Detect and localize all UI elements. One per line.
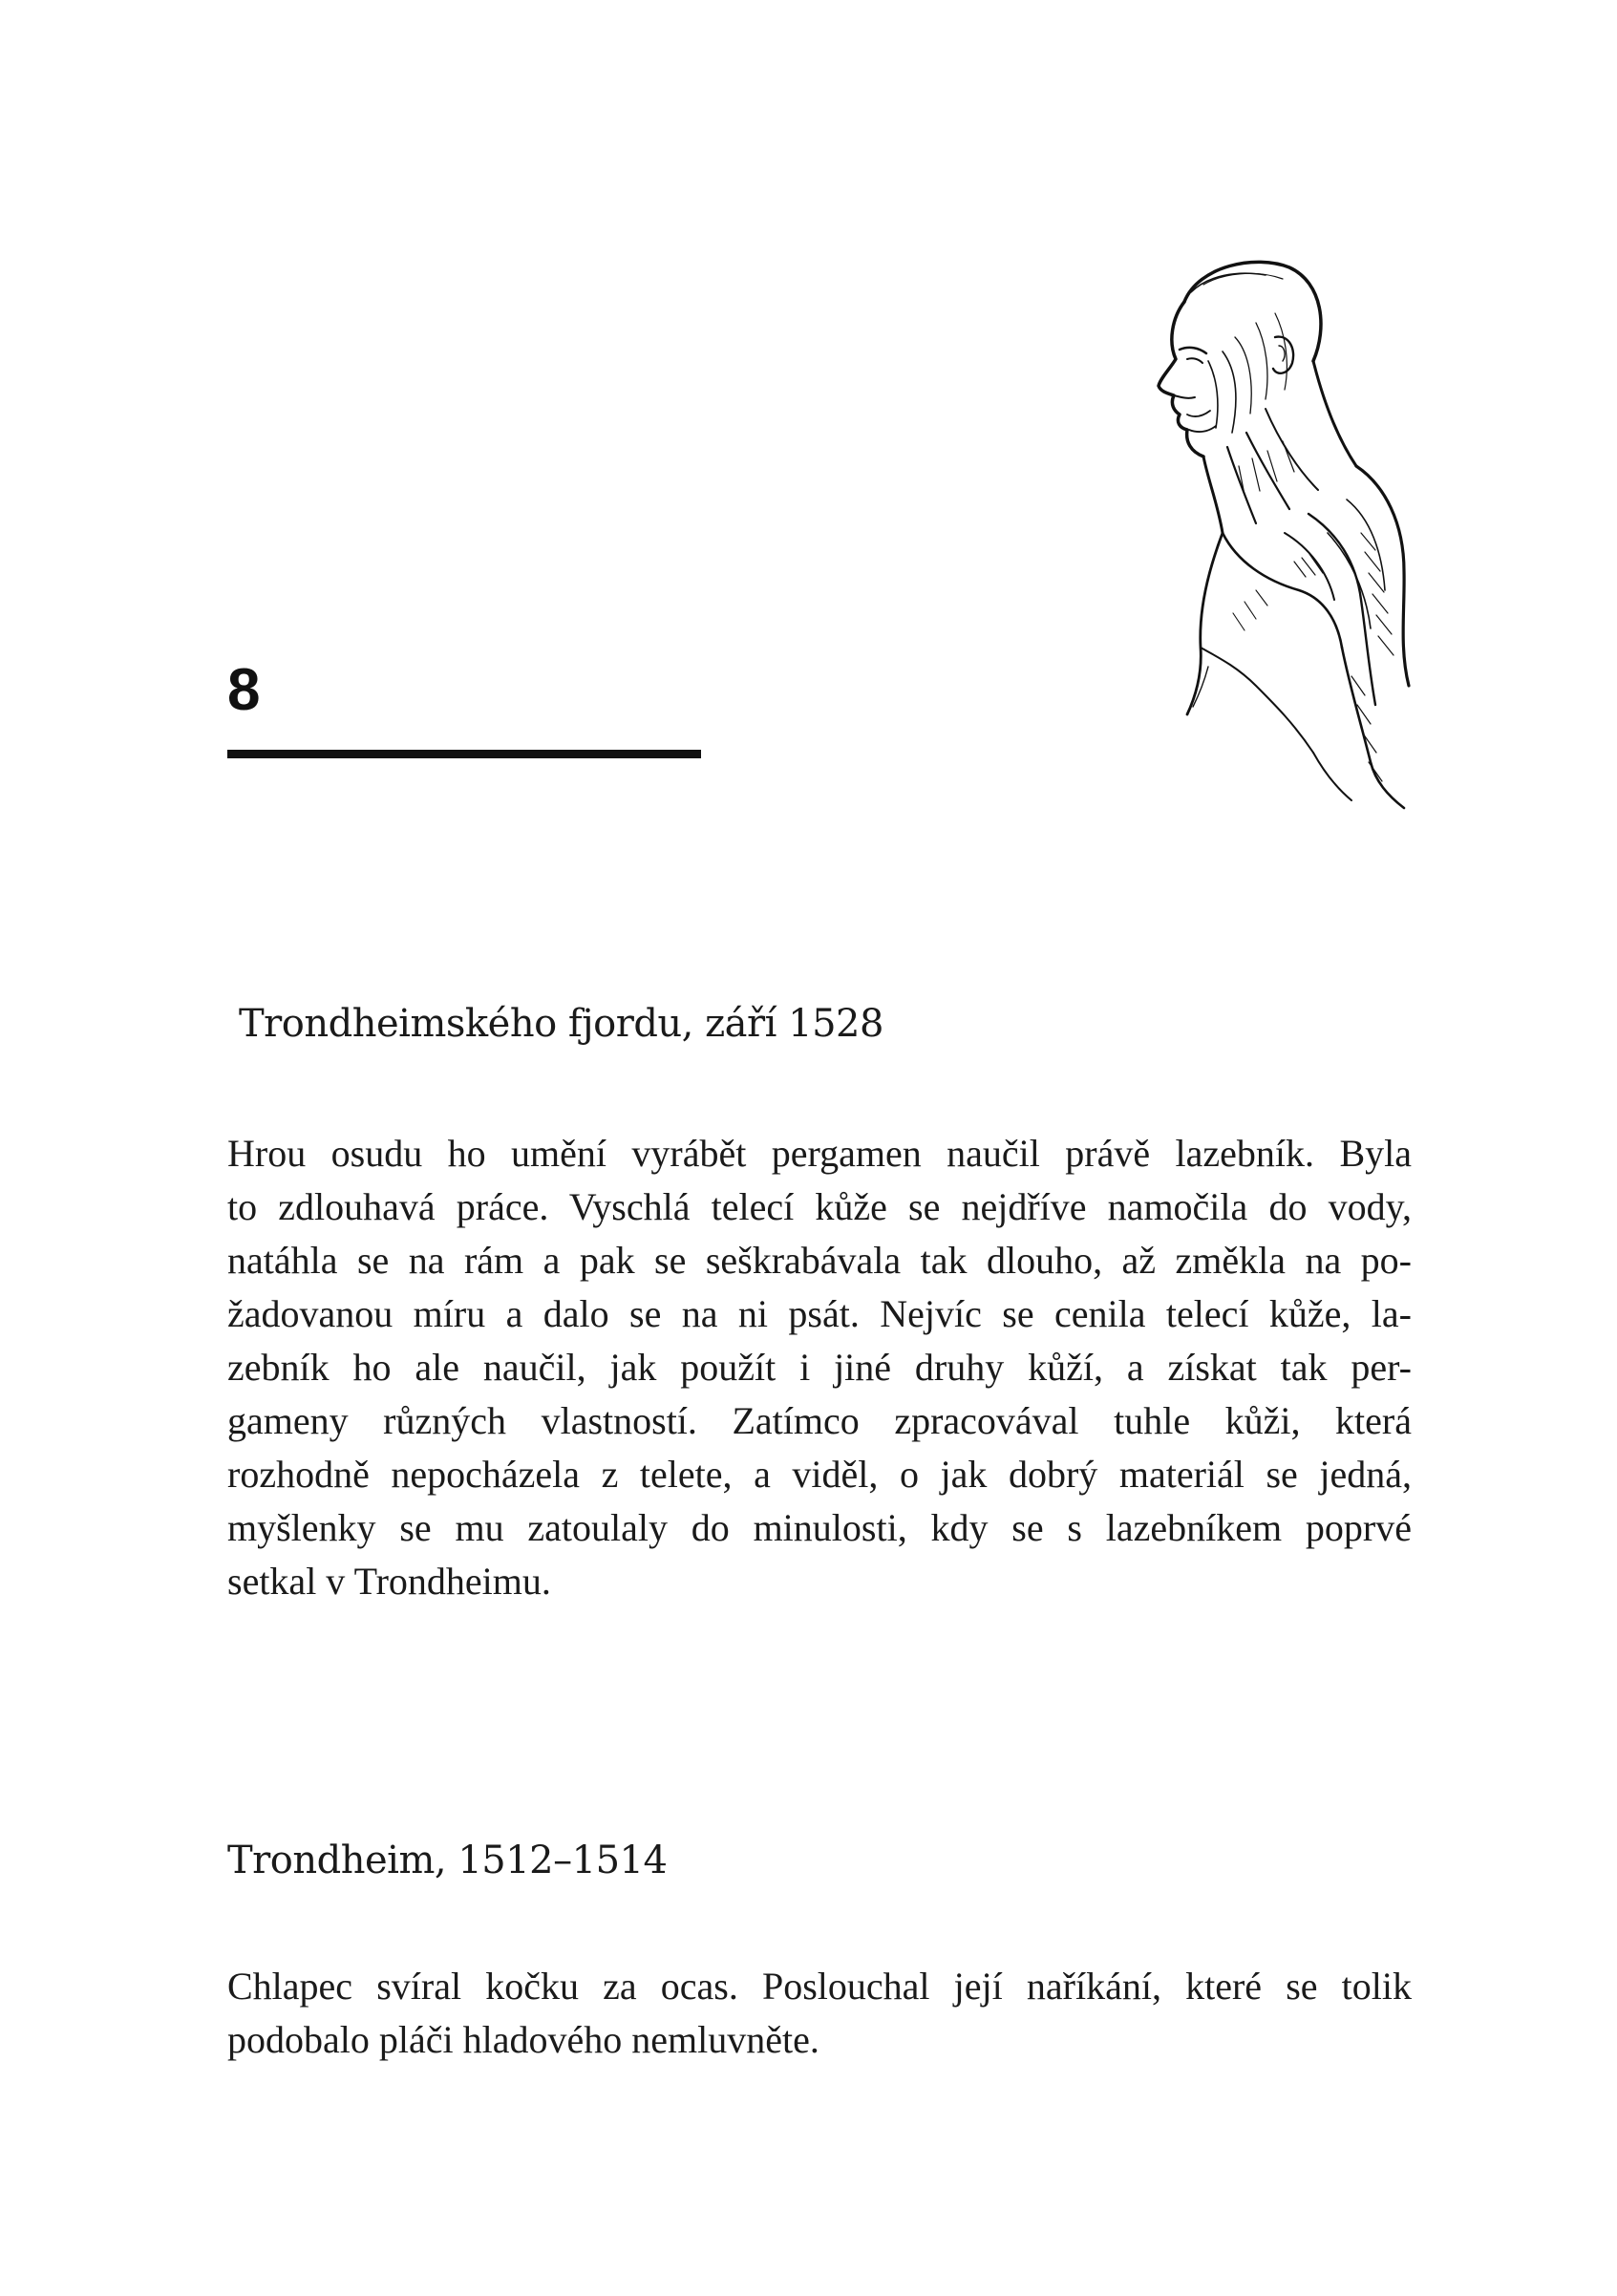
paragraph-line: myšlenky se mu zatoulaly do minulosti, kdy se s lazebníkem poprvé [227,1506,1412,1549]
section-paragraph-second [227,1960,1412,2067]
chapter-number: 8 [227,657,261,723]
paragraph-line: setkal v Trondheimu. [227,1560,551,1603]
paragraph-line: rozhodně nepocházela z telete, a viděl, o jak dobrý materiál se jedná, [227,1453,1412,1496]
paragraph-line: žadovanou míru a dalo se na ni psát. Nejvíc se cenila telecí kůže, la- [227,1292,1412,1335]
anatomical-bust-illustration-icon [1132,246,1418,810]
paragraph-line: zebník ho ale naučil, jak použít i jiné druhy kůží, a získat tak per- [227,1346,1412,1389]
paragraph-line: gameny různých vlastností. Zatímco zpracovával tuhle kůži, která [227,1399,1412,1442]
paragraph-line: Chlapec svíral kočku za ocas. Poslouchal její naříkání, které se tolik [227,1965,1412,2008]
paragraph-line: to zdlouhavá práce. Vyschlá telecí kůže se nejdříve namočila do vody, [227,1185,1412,1228]
chapter-divider-rule [227,750,701,758]
paragraph-line: natáhla se na rám a pak se seškrabávala tak dlouho, až změkla na po- [227,1239,1412,1282]
section-heading-first: Trondheimského fjordu, září 1528 [239,1002,883,1046]
paragraph-line: podobalo pláči hladového nemluvněte. [227,2018,819,2061]
section-heading-second: Trondheim, 1512–1514 [227,1839,668,1882]
section-paragraph-first [227,1127,1412,1608]
paragraph-line: Hrou osudu ho umění vyrábět pergamen naučil právě lazebník. Byla [227,1132,1412,1175]
